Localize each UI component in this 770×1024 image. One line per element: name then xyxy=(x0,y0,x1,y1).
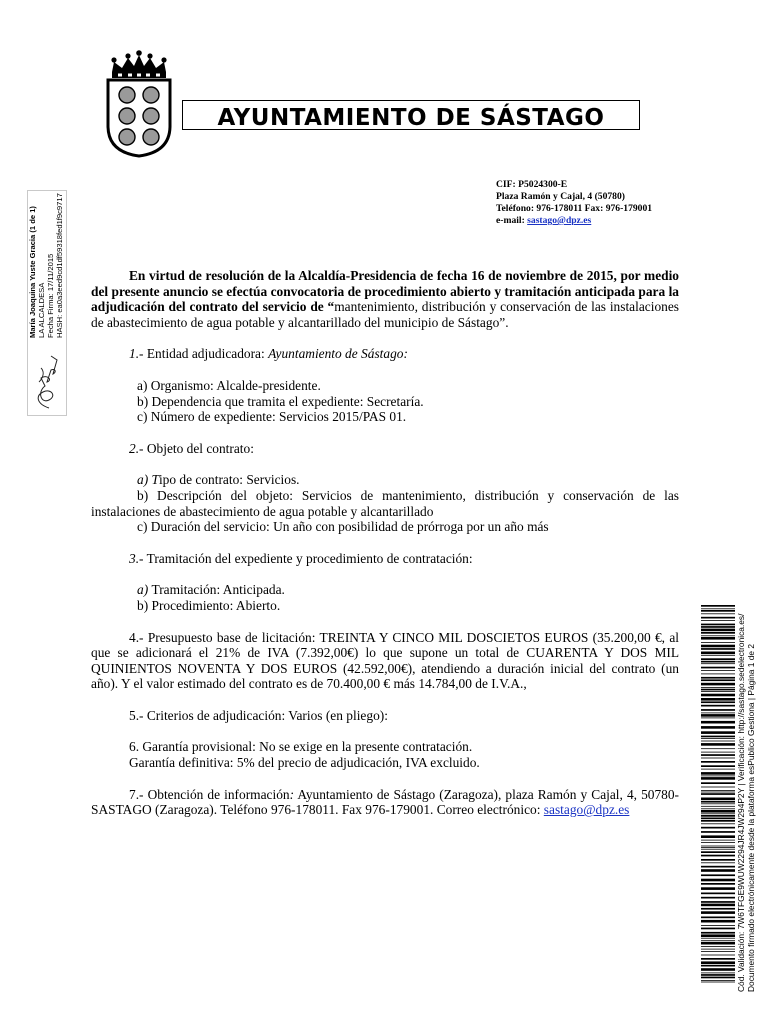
verification-text xyxy=(736,613,756,992)
address-line: Plaza Ramón y Cajal, 4 (50780) xyxy=(496,191,625,202)
section-7-email-link[interactable]: sastago@dpz.es xyxy=(543,802,630,818)
section-2-item-a-letter: a) T xyxy=(137,472,159,488)
section-1-value: Ayuntamiento de Sástago: xyxy=(268,346,408,362)
document-body xyxy=(91,268,679,818)
section-7-text: Ayuntamiento de Sástago (Zaragoza), plaza Ramón y Cajal, 4, 50780-SASTAGO (Zaragoza). Teléfono 976-178011. Fax 976-179001. Correo electrónico: xyxy=(91,786,679,818)
section-7-label: 7.- Obtención de información xyxy=(129,786,290,802)
section-2-item-b: b) Descripción del objeto: Servicios de mantenimiento, distribución y conservación de las instalaciones de abastecimiento de agua potable y alcantarillado xyxy=(91,487,679,519)
section-1-item-c: c) Número de expediente: Servicios 2015/PAS 01. xyxy=(137,409,407,425)
section-3-heading xyxy=(91,551,679,567)
section-1-item-b: b) Dependencia que tramita el expediente: Secretaría. xyxy=(137,393,424,409)
contact-block xyxy=(496,179,716,227)
section-1-item-a: a) Organismo: Alcalde-presidente. xyxy=(137,377,321,393)
section-3-item-b: b) Procedimiento: Abierto. xyxy=(137,597,281,613)
signer-role: LA ALCALDESA xyxy=(37,282,46,338)
signature-details xyxy=(28,188,64,338)
section-3-item-a xyxy=(91,582,679,598)
validation-barcode-icon xyxy=(701,605,735,985)
signer-name: María Joaquina Yuste Gracia (1 de 1) xyxy=(28,206,37,338)
section-2-label: - Objeto del contrato: xyxy=(139,440,254,456)
intro-paragraph xyxy=(91,268,679,330)
section-1-heading xyxy=(91,346,679,362)
municipal-crest-icon xyxy=(104,50,174,158)
verification-line-2: Documento firmado electrónicamente desde la plataforma esPublico Gestiona | Página 1 de 2 xyxy=(745,643,756,992)
section-2-item-a-text: ipo de contrato: Servicios. xyxy=(158,472,300,488)
handwritten-signature-icon xyxy=(31,352,63,410)
intro-normal: mantenimiento, distribución y conservación de las instalaciones de abastecimiento de agua potable y alcantarillado del municipio de Sástago”. xyxy=(91,299,679,330)
section-7-colon: : xyxy=(289,786,295,802)
section-2-heading xyxy=(91,441,679,457)
email-link[interactable]: sastago@dpz.es xyxy=(527,215,592,226)
section-7-information xyxy=(91,787,679,818)
section-6-definitive: Garantía definitiva: 5% del precio de adjudicación, IVA excluido. xyxy=(129,755,480,771)
section-3-number: 3. xyxy=(129,550,140,566)
section-2-number: 2. xyxy=(129,440,140,456)
signature-date: Fecha Firma: 17/11/2015 xyxy=(46,253,55,338)
intro-bold: En virtud de resolución de la Alcaldía-Presidencia de fecha 16 de noviembre de 2015, por medio del presente anuncio se efectúa convocatoria de procedimiento abierto y tramitación anticipada para la adjudicación del contrato del servicio de “ xyxy=(91,268,679,315)
section-1-number: 1. xyxy=(129,346,140,362)
section-2-item-a xyxy=(91,472,679,488)
signature-hash: HASH: ea0a3eed9cd1df59318fed1f9c9717 xyxy=(55,193,64,338)
section-1-label: - Entidad adjudicadora: xyxy=(139,346,269,362)
email-label: e-mail: xyxy=(496,215,528,226)
section-5-criteria: 5.- Criterios de adjudicación: Varios (en pliego): xyxy=(129,707,388,723)
section-6-provisional: 6. Garantía provisional: No se exige en la presente contratación. xyxy=(129,739,473,755)
section-3-item-a-text: Tramitación: Anticipada. xyxy=(151,582,285,598)
phone-line: Teléfono: 976-178011 Fax: 976-179001 xyxy=(496,203,653,214)
section-2-item-c: c) Duración del servicio: Un año con posibilidad de prórroga por un año más xyxy=(137,519,549,535)
verification-line-1: Cód. Validación: 7W6TFGE9WUW2294JR4JW294P2Y | Verificación: http://sastago.sedelectronica.es/ xyxy=(736,613,746,992)
section-3-item-a-letter: a) xyxy=(137,582,152,598)
page-title: AYUNTAMIENTO DE SÁSTAGO xyxy=(182,100,640,130)
section-4-budget: 4.- Presupuesto base de licitación: TREINTA Y CINCO MIL DOSCIETOS EUROS (35.200,00 €, al que se adicionará el 21% de IVA (7.392,00€) lo que supone un total de CUARENTA Y DOS MIL QUINIENTOS NOVENTA Y DOS EUROS (42.592,00€), atendiendo a duración inicial del contrato (un año). Y el valor estimado del contrato es de 70.400,00 € más 14.784,00 de I.V.A., xyxy=(91,629,679,692)
section-3-label: - Tramitación del expediente y procedimiento de contratación: xyxy=(139,550,473,566)
cif-line: CIF: P5024300-E xyxy=(496,179,568,190)
email-line xyxy=(496,215,716,227)
